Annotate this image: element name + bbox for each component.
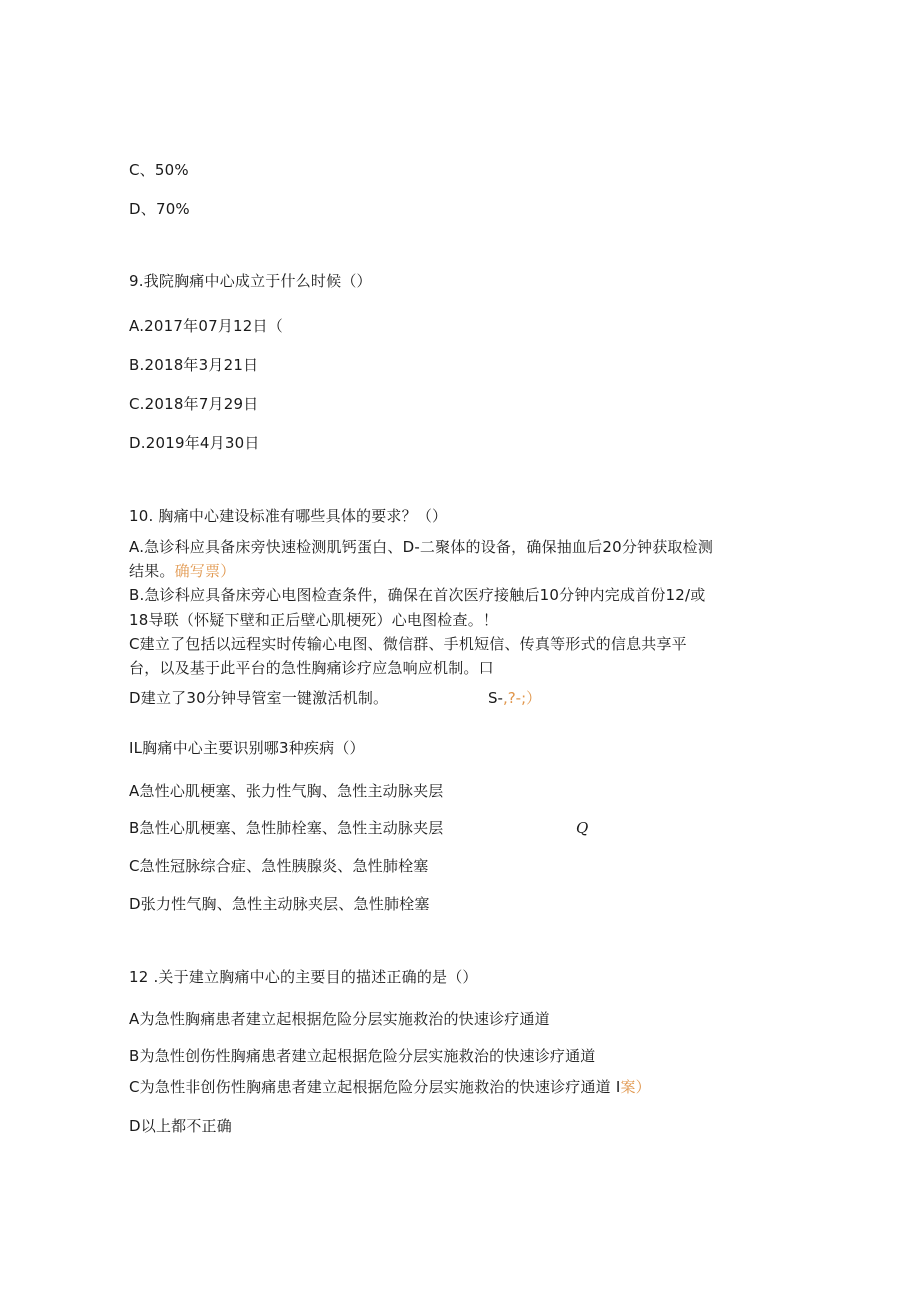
question-10-option-d: D建立了30分钟导管室一键激活机制。: [129, 689, 389, 707]
question-10-option-c-line1: C建立了包括以远程实时传输心电图、微信群、手机短信、传真等形式的信息共享平: [129, 635, 687, 653]
question-10-option-d-extra: [488, 688, 541, 708]
question-9-option-c: C.2018年7月29日: [129, 395, 259, 413]
annotation-mark: 确写票）: [174, 562, 236, 580]
question-12-option-c: [129, 1077, 651, 1097]
question-11-option-b: B急性心肌梗塞、急性肺栓塞、急性主动脉夹层: [129, 819, 444, 837]
question-9-title: 9.我院胸痛中心成立于什么时候（）: [129, 272, 372, 290]
question-11-option-d: D张力性气胸、急性主动脉夹层、急性肺栓塞: [129, 895, 430, 913]
question-10-option-b-line2: 18导联（怀疑下壁和正后壁心肌梗死）心电图检查。！: [129, 611, 499, 629]
question-12-option-d: D以上都不正确: [129, 1117, 232, 1135]
question-12-option-b: B为急性创伤性胸痛患者建立起根据危险分层实施救治的快速诊疗通道: [129, 1047, 596, 1065]
question-9-option-b: B.2018年3月21日: [129, 356, 259, 374]
question-11-option-c: C急性冠脉综合症、急性胰腺炎、急性肺栓塞: [129, 857, 429, 875]
question-12-option-a: A为急性胸痛患者建立起根据危险分层实施救治的快速诊疗通道: [129, 1010, 550, 1028]
question-10-option-a-line2: [129, 561, 235, 581]
question-11-title: IL胸痛中心主要识别哪3种疾病（）: [129, 739, 365, 757]
question-11-option-a: A急性心肌梗塞、张力性气胸、急性主动脉夹层: [129, 782, 444, 800]
question-9-option-d: D.2019年4月30日: [129, 434, 260, 452]
question-12-title: 12 .关于建立胸痛中心的主要目的描述正确的是（）: [129, 968, 478, 986]
prev-option-c: C、50%: [129, 161, 189, 179]
question-12-option-c-text: C为急性非创伤性胸痛患者建立起根据危险分层实施救治的快速诊疗通道 I: [129, 1078, 621, 1096]
question-9-option-a: A.2017年07月12日（: [129, 317, 283, 335]
annotation-mark: ,?-;）: [502, 689, 542, 707]
prev-option-d: D、70%: [129, 200, 190, 218]
question-10-title: 10. 胸痛中心建设标准有哪些具体的要求？（）: [129, 507, 448, 525]
question-10-option-c-line2: 台，以及基于此平台的急性胸痛诊疗应急响应机制。口: [129, 659, 494, 677]
question-10-option-a-line1: A.急诊科应具备床旁快速检测肌钙蛋白、D-二聚体的设备，确保抽血后20分钟获取检测: [129, 538, 714, 556]
question-10-option-b-line1: B.急诊科应具备床旁心电图检查条件，确保在首次医疗接触后10分钟内完成首份12/或: [129, 586, 706, 604]
question-10-extra-s: S-: [488, 689, 503, 707]
question-11-stray-mark: Q: [576, 819, 589, 837]
annotation-mark: 案）: [620, 1078, 651, 1096]
question-10-option-a-line2-text: 结果。: [129, 562, 175, 580]
